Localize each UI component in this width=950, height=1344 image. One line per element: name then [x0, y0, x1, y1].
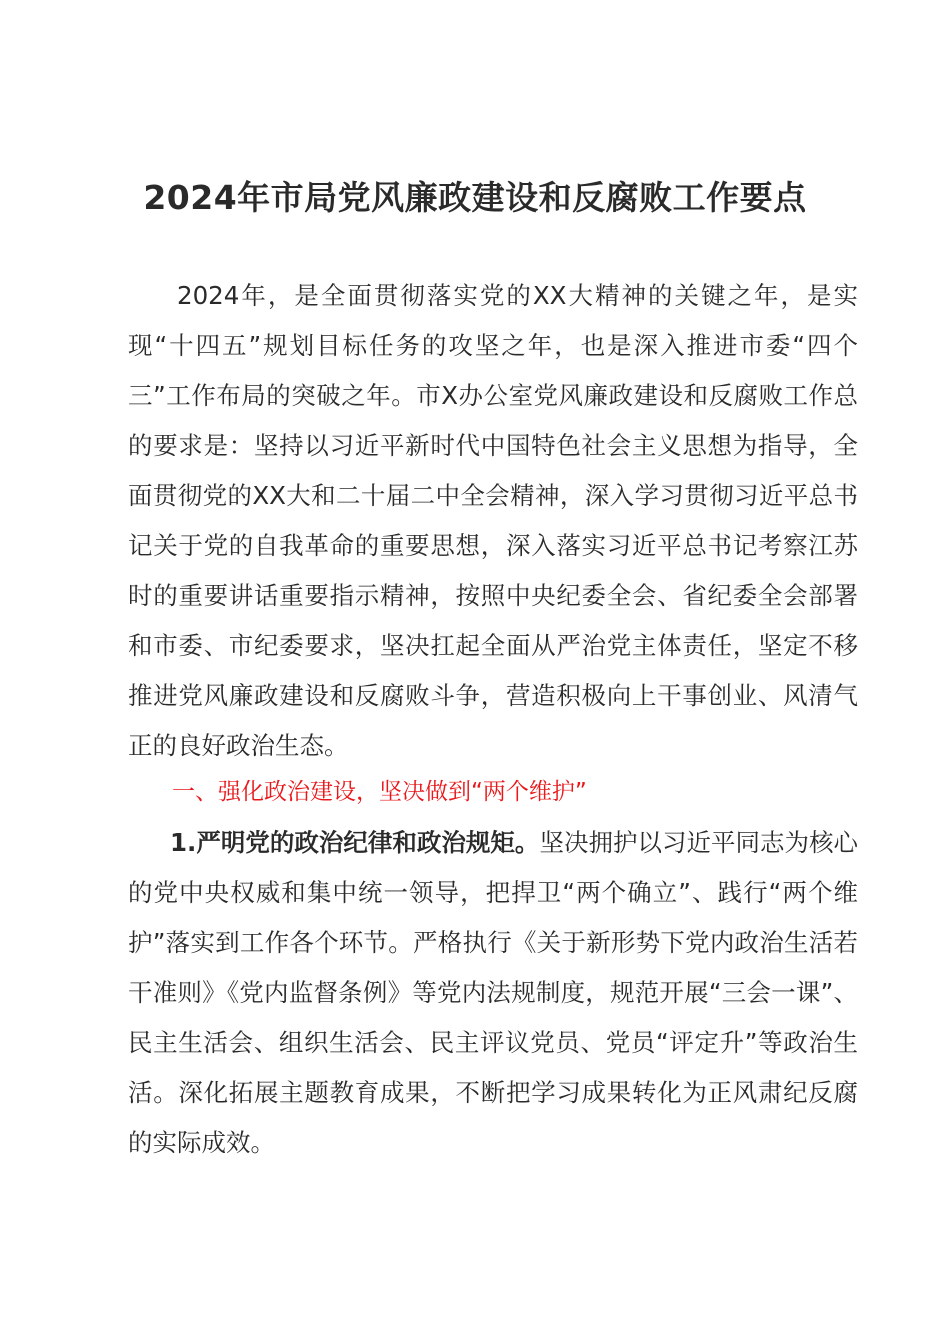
section-heading-1: 一、强化政治建设，坚决做到“两个维护”	[172, 779, 587, 805]
document-title: 2024年市局党风廉政建设和反腐败工作要点	[143, 178, 807, 217]
item-lead-1: 1.严明党的政治纪律和政治规矩。	[170, 828, 540, 857]
item-paragraph-1	[128, 818, 858, 1168]
item-body-1: 坚决拥护以习近平同志为核心的党中央权威和集中统一领导，把捍卫“两个确立”、践行“两个维护”落实到工作各个环节。严格执行《关于新形势下党内政治生活若干准则》《党内监督条例》等党内法规制度，规范开展“三会一课”、民主生活会、组织生活会、民主评议党员、党员“评定升”等政治生活。深化拓展主题教育成果，不断把学习成果转化为正风肃纪反腐的实际成效。	[128, 828, 858, 1157]
intro-paragraph: 2024年，是全面贯彻落实党的XX大精神的关键之年，是实现“十四五”规划目标任务的攻坚之年，也是深入推进市委“四个三”工作布局的突破之年。市X办公室党风廉政建设和反腐败工作总的要求是：坚持以习近平新时代中国特色社会主义思想为指导，全面贯彻党的XX大和二十届二中全会精神，深入学习贯彻习近平总书记关于党的自我革命的重要思想，深入落实习近平总书记考察江苏时的重要讲话重要指示精神，按照中央纪委全会、省纪委全会部署和市委、市纪委要求，坚决扛起全面从严治党主体责任，坚定不移推进党风廉政建设和反腐败斗争，营造积极向上干事创业、风清气正的良好政治生态。	[128, 281, 858, 760]
